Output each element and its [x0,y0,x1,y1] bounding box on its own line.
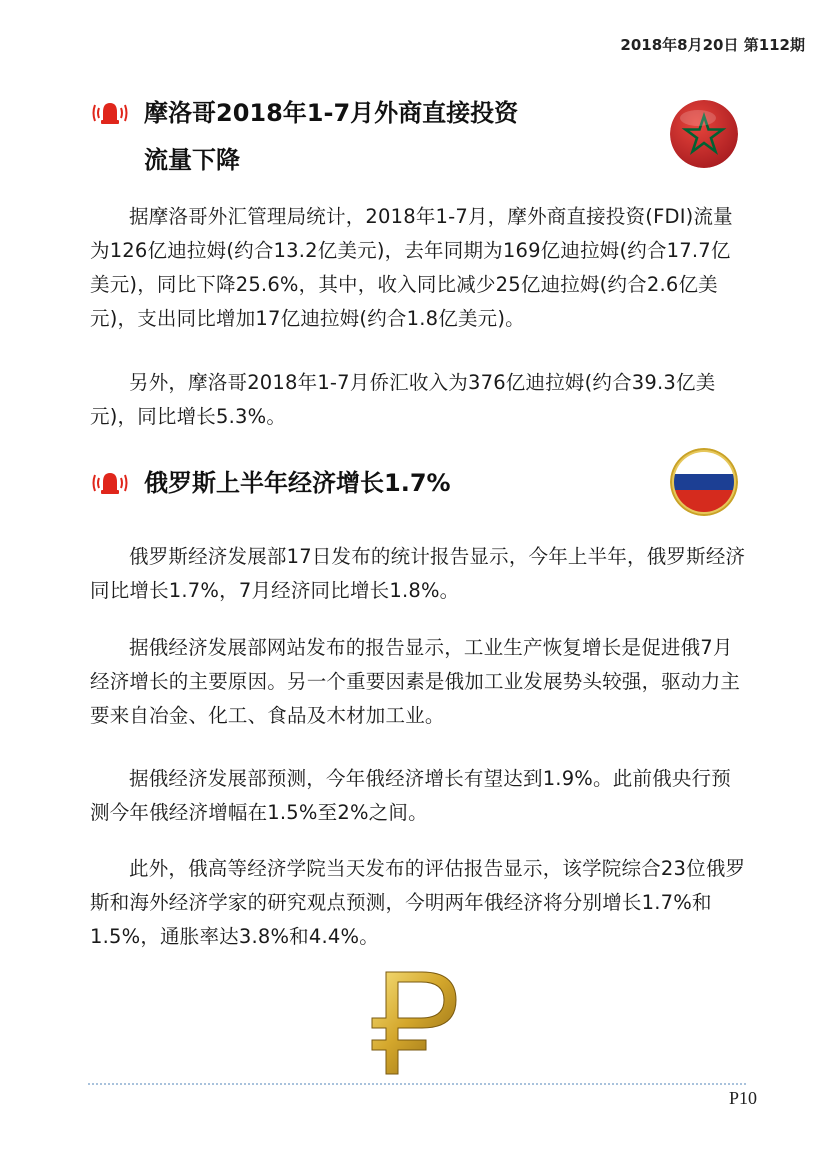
ruble-sign-icon [364,966,464,1078]
page-number: P10 [728,1088,757,1108]
paragraph: 俄罗斯经济发展部17日发布的统计报告显示，今年上半年，俄罗斯经济同比增长1.7%，7月经济同比增长1.8%。 [90,545,746,602]
paragraph: 据摩洛哥外汇管理局统计，2018年1-7月，摩外商直接投资(FDI)流量为126亿迪拉姆(约合13.2亿美元)，去年同期为169亿迪拉姆(约合17.7亿美元)，同比下降25.6%，其中，收入同比减少25亿迪拉姆(约合2.6亿美元)，支出同比增加17亿迪拉姆(约合1.8亿美元)。 [90,205,733,330]
footer-divider [88,1083,746,1085]
issue-date: 2018年8月20日 第112期 [620,36,805,54]
morocco-flag-icon [670,100,738,168]
paragraph: 据俄经济发展部预测，今年俄经济增长有望达到1.9%。此前俄央行预测今年俄经济增幅在1.5%至2%之间。 [90,767,731,824]
section-title-morocco-line2: 流量下降 [144,146,240,174]
section-title-russia: 俄罗斯上半年经济增长1.7% [144,469,451,497]
alarm-bell-icon [92,99,128,127]
paragraph: 另外，摩洛哥2018年1-7月侨汇收入为376亿迪拉姆(约合39.3亿美元)，同比增长5.3%。 [90,371,716,428]
section-title-morocco: 摩洛哥2018年1-7月外商直接投资 [144,99,519,127]
paragraph: 据俄经济发展部网站发布的报告显示，工业生产恢复增长是促进俄7月经济增长的主要原因。另一个重要因素是俄加工业发展势头较强，驱动力主要来自冶金、化工、食品及木材加工业。 [90,636,741,727]
russia-flag-icon [670,448,738,516]
alarm-bell-icon [92,469,128,497]
paragraph: 此外，俄高等经济学院当天发布的评估报告显示，该学院综合23位俄罗斯和海外经济学家的研究观点预测，今明两年俄经济将分别增长1.7%和1.5%，通胀率达3.8%和4.4%。 [90,857,746,948]
